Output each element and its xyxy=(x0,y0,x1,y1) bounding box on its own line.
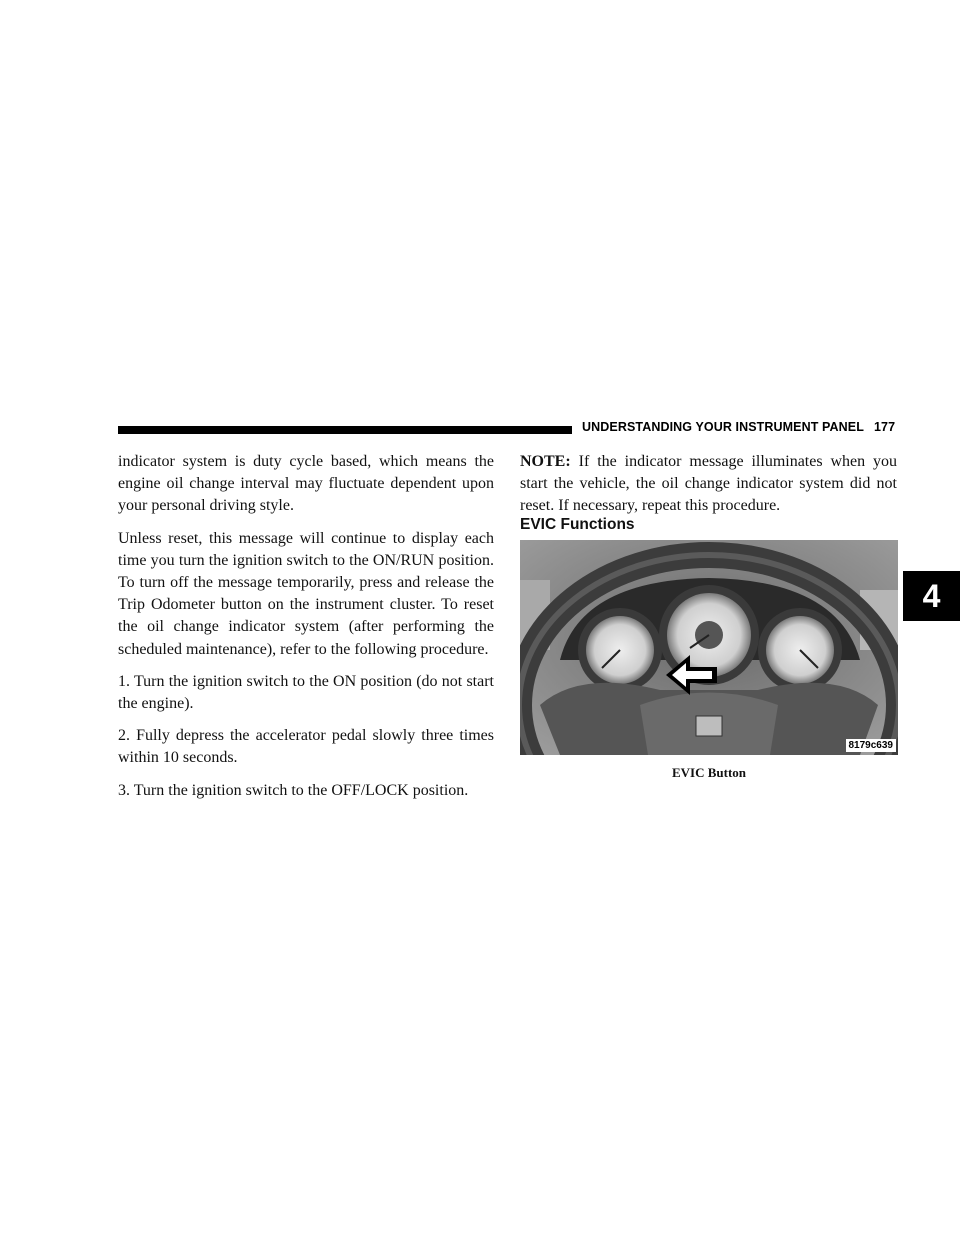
paragraph: Unless reset, this message will continue to display each time you turn the ignition switch to the ON/RUN position. To turn off the message temporarily, press and release the Trip Odometer button on the instrument cluster. To reset the oil change indicator system (after performing the scheduled maintenance), refer to the following procedure. xyxy=(118,529,494,658)
page-number: 177 xyxy=(873,420,896,434)
note xyxy=(520,451,897,518)
evic-figure xyxy=(520,540,898,755)
chapter-tab: 4 xyxy=(903,571,960,621)
section-heading: EVIC Functions xyxy=(520,516,635,533)
header-rule xyxy=(118,426,572,434)
right-column xyxy=(520,451,897,518)
fuel-temp-gauge xyxy=(758,608,842,692)
left-column xyxy=(118,451,494,812)
figure-caption: EVIC Button xyxy=(671,765,747,780)
paragraph: indicator system is duty cycle based, which means the engine oil change interval may fluctuate dependent upon your personal driving style. xyxy=(118,453,494,515)
note-text: If the indicator message illuminates when you start the vehicle, the oil change indicator system did not reset. If necessary, repeat this procedure. xyxy=(520,453,897,515)
note-label: NOTE: xyxy=(520,453,571,470)
procedure-step: 2. Fully depress the accelerator pedal slowly three times within 10 seconds. xyxy=(118,727,494,767)
tachometer-gauge xyxy=(578,608,662,692)
procedure-step: 1. Turn the ignition switch to the ON position (do not start the engine). xyxy=(118,672,494,713)
instrument-cluster-illustration xyxy=(520,540,898,755)
running-header xyxy=(582,420,902,434)
procedure-step: 3. Turn the ignition switch to the OFF/LOCK position. xyxy=(118,781,469,799)
figure-id: 8179c639 xyxy=(846,739,897,752)
header-section-title: UNDERSTANDING YOUR INSTRUMENT PANEL xyxy=(582,420,864,434)
